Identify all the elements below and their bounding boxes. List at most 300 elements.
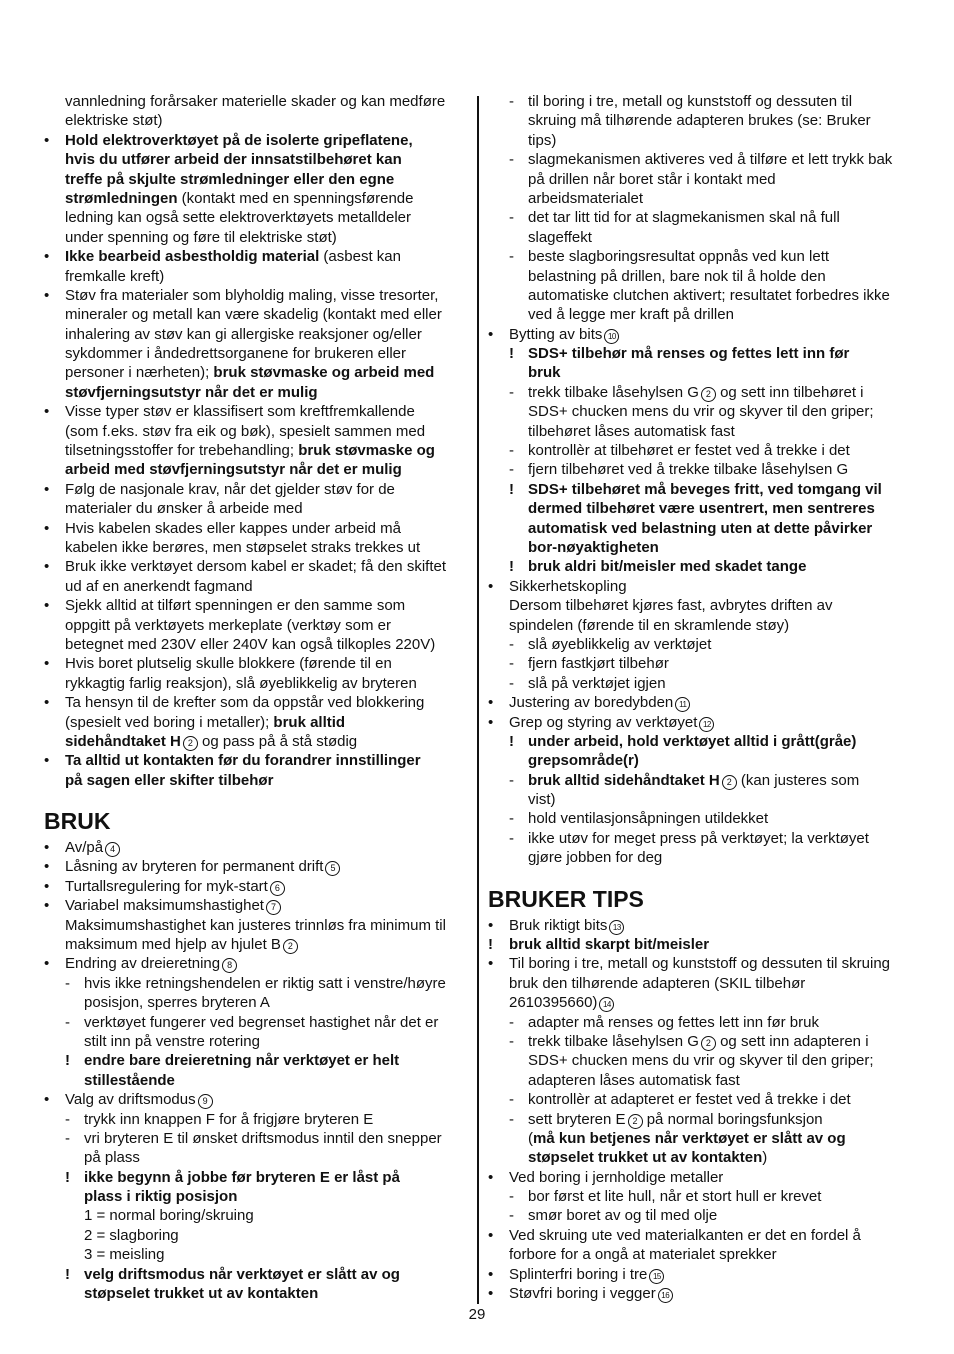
bold-text: støvfjerningsutstyr når det er mulig [65,383,318,401]
text-line [488,499,912,518]
figure-reference-number: 10 [604,329,619,344]
dash-item [488,460,912,479]
text-line [44,460,466,479]
dash-item [488,771,912,790]
figure-reference-number: 12 [699,717,714,732]
text-segment: ud af en anerkendt fagmand [65,577,253,595]
bullet-icon: • [488,713,494,731]
bullet-item [44,877,466,896]
text-line [488,1129,912,1148]
text-line [488,596,912,615]
text-segment: Turtallsregulering for myk-start [65,877,268,895]
text-segment: Av/på [65,839,104,857]
dash-icon: - [509,442,514,460]
text-segment: tips) [528,131,557,149]
warning-icon: ! [509,558,514,576]
text-line [488,111,912,130]
text-segment: Til boring i tre, metall og kunststoff og dessuten til skruing [509,955,891,973]
text-segment: hvis ikke retningshendelen er riktig satt i venstre/høyre [84,974,446,992]
text-line [44,935,466,954]
text-line [488,1148,912,1167]
bullet-icon: • [44,480,50,498]
bullet-icon: • [488,1168,494,1186]
dash-item [488,654,912,673]
dash-item [488,441,912,460]
warning-icon: ! [488,936,493,954]
text-segment: på normal boringsfunksjon [642,1110,823,1128]
bang-item [488,344,912,363]
bullet-icon: • [44,752,50,770]
dash-item [44,1013,466,1032]
dash-item [488,1013,912,1032]
text-line [44,674,466,693]
bang-item [488,557,912,576]
dash-icon: - [509,209,514,227]
warning-icon: ! [509,732,514,750]
bullet-icon: • [488,1265,494,1283]
text-line [488,616,912,635]
bullet-item [488,1265,912,1284]
text-segment: (asbest kan [319,248,401,266]
bold-text: Ikke bearbeid asbestholdig material [65,248,320,266]
text-line [44,344,466,363]
text-segment: 2 = slagboring [84,1226,179,1244]
text-segment: beste slagboringsresultat oppnås ved kun lett [528,248,830,266]
text-segment: ved å legge mer kraft på drillen [528,306,734,324]
text-segment: fremkalle kreft) [65,267,165,285]
text-line [44,713,466,732]
text-line [488,993,912,1012]
text-segment: vist) [528,791,556,809]
bold-text: bruk [528,364,561,382]
text-line [488,305,912,324]
warning-icon: ! [509,480,514,498]
text-segment: til boring i tre, metall og kunststoff og dessuten til [528,93,853,110]
bold-text: Ta alltid ut kontakten før du forandrer innstillinger [65,752,421,770]
bold-text: automatisk ved belastning uten at dette påvirker [528,519,873,537]
bullet-item [44,480,466,499]
text-segment: på drillen når boret står i kontakt med [528,170,776,188]
text-segment: kontrollèr at tilbehøret er festet ved å trekke i det [528,442,850,460]
dash-item [488,635,912,654]
bullet-icon: • [488,577,494,595]
text-line [488,1245,912,1264]
bullet-item [488,954,912,973]
bold-text: på sagen eller skifter tilbehør [65,771,274,789]
text-line [44,916,466,935]
text-segment: posisjon, sperres bryteren A [84,994,270,1012]
text-segment: arbeidsmaterialet [528,189,644,207]
text-segment: Hvis kabelen skades eller kappes under arbeid må [65,519,402,537]
text-line [44,616,466,635]
text-segment: maksimum med hjelp av hjulet B [65,936,281,954]
text-segment: SDS+ chucken mens du vrir og skyver til den griper; [528,1052,874,1070]
bullet-item [44,1090,466,1109]
bullet-item [44,247,466,266]
text-segment: adapteren låses automatisk fast [528,1071,740,1089]
text-line [44,441,466,460]
column-divider [477,96,479,1304]
text-line [488,790,912,809]
text-segment: spindelen (førende til en skramlende støy) [509,616,790,634]
bold-text: støpselet trukket ut av kontakten [528,1149,763,1167]
bullet-item [488,693,912,712]
figure-reference-number: 5 [325,861,340,876]
bullet-item [44,519,466,538]
dash-icon: - [509,1013,514,1031]
bullet-item [488,577,912,596]
figure-reference-number: 2 [283,939,298,954]
text-line [488,363,912,382]
text-segment: Visse typer støv er klassifisert som kreftfremkallende [65,403,415,421]
dash-item [488,1032,912,1051]
bullet-icon: • [44,955,50,973]
text-line [44,325,466,344]
dash-item [488,1110,912,1129]
dash-item [488,674,912,693]
text-segment: hold ventilasjonsåpningen utildekket [528,810,769,828]
text-line [488,1071,912,1090]
text-line [44,208,466,227]
text-segment: slageffekt [528,228,592,246]
dash-icon: - [509,1091,514,1109]
bullet-icon: • [488,1226,494,1244]
text-segment: det tar litt tid for at slagmekanismen skal nå full [528,209,840,227]
text-segment: materialer du ønsker å arbeide med [65,500,303,518]
text-line [44,1206,466,1225]
text-line [488,189,912,208]
figure-reference-number: 2 [722,775,737,790]
text-line [44,383,466,402]
bullet-icon: • [44,877,50,895]
dash-item [488,150,912,169]
text-segment: SDS+ chucken mens du vrir og skyver til den griper; [528,403,874,421]
bullet-item [44,402,466,421]
text-segment: 2610395660) [509,994,598,1012]
text-line [488,131,912,150]
text-segment: sykdommer i åndedrettsorganene for brukeren eller [65,345,407,363]
bullet-icon: • [44,519,50,537]
text-segment: 1 = normal boring/skruing [84,1207,254,1225]
text-segment: Låsning av bryteren for permanent drift [65,858,324,876]
bold-text: stillestående [84,1071,175,1089]
bullet-item [488,1226,912,1245]
bullet-item [488,713,912,732]
text-segment: stilt inn på venstre rotering [84,1032,260,1050]
warning-icon: ! [65,1052,70,1070]
text-segment: 3 = meisling [84,1246,165,1264]
text-segment: slagmekanismen aktiveres ved å tilføre et lett trykk bak [528,151,893,169]
text-line [488,402,912,421]
bullet-item [44,954,466,973]
text-line [488,422,912,441]
text-segment: ) [762,1149,768,1167]
bullet-item [44,751,466,770]
bullet-icon: • [44,131,50,149]
bullet-icon: • [44,558,50,576]
text-segment: trykk inn knappen F for å frigjøre bryteren E [84,1110,374,1128]
text-segment: ledning kan også sette elektroverktøyets metalldeler [65,209,412,227]
figure-reference-number: 8 [222,958,237,973]
page-number: 29 [468,1306,486,1323]
text-segment: fjern fastkjørt tilbehør [528,655,669,673]
bold-text: hvis du utfører arbeid der innsatstilbehøret kan [65,151,402,169]
figure-reference-number: 11 [675,697,690,712]
dash-item [44,974,466,993]
bullet-icon: • [44,286,50,304]
bold-text: arbeid med støvfjerningsutstyr når det er mulig [65,461,402,479]
text-line [44,363,466,382]
right-column [488,92,912,1303]
text-segment: Ved skruing ute ved materialkanten er det en fordel å [509,1226,861,1244]
text-segment: fjern tilbehøret ved å trekke tilbake låsehylsen G [528,461,849,479]
bold-text: grepsområde(r) [528,752,639,770]
text-line [44,422,466,441]
text-line [44,1187,466,1206]
figure-reference-number: 15 [649,1269,664,1284]
bold-text: strømledningen [65,189,178,207]
bold-text: bor-nøyaktigheten [528,538,659,556]
bold-text: støpselet trukket ut av kontakten [84,1285,319,1303]
bullet-item [44,557,466,576]
text-segment: Valg av driftsmodus [65,1091,196,1109]
bold-text: må kun betjenes når verktøyet er slått av og [533,1129,846,1147]
text-segment: Variabel maksimumshastighet [65,897,264,915]
bullet-icon: • [44,858,50,876]
bang-item [44,1168,466,1187]
text-segment: vannledning forårsaker materielle skader og kan medføre [65,93,446,110]
dash-item [488,1187,912,1206]
text-segment: bruk den tilhørende adapteren (SKIL tilbehør [509,974,806,992]
bold-text: Hold elektroverktøyet på de isolerte gripeflatene, [65,131,413,149]
dash-item [488,809,912,828]
text-segment: skruing må tilhørende adapteren brukes (se: Bruker [528,112,871,130]
bullet-icon: • [488,325,494,343]
text-line [488,974,912,993]
text-line [44,228,466,247]
text-segment: rykkagtig farlig reaksjon), slå øyeblikkelig av bryteren [65,674,417,692]
bullet-item [488,1168,912,1187]
bullet-icon: • [44,597,50,615]
text-segment: kabelen ikke berøres, men støpselet straks trekkes ut [65,538,421,556]
bullet-item [488,916,912,935]
text-line [44,189,466,208]
text-segment: Bruk ikke verktøyet dersom kabel er skadet; få den skiftet [65,558,446,576]
bold-text: bruk støvmaske og [298,442,435,460]
warning-icon: ! [65,1265,70,1283]
text-segment: Maksimumshastighet kan justeres trinnløs fra minimum til [65,916,446,934]
bold-text: bruk alltid [273,713,346,731]
bang-item [488,480,912,499]
text-segment: elektriske støt) [65,112,163,130]
bullet-icon: • [44,655,50,673]
text-line [488,519,912,538]
dash-icon: - [509,1188,514,1206]
dash-icon: - [509,655,514,673]
figure-reference-number: 2 [701,1036,716,1051]
text-line [44,635,466,654]
bold-text: ikke begynn å jobbe før bryteren E er låst på [84,1168,400,1186]
text-segment: (spesielt ved boring i metaller); [65,713,274,731]
dash-item [488,1206,912,1225]
text-segment: automatiske clutchen aktivert; resultatet forbedres ikke [528,286,890,304]
dash-icon: - [509,829,514,847]
text-line [44,577,466,596]
text-line [488,538,912,557]
dash-item [488,829,912,848]
text-segment: forbore for a ongå at materialet sprekker [509,1246,777,1264]
text-segment: Grep og styring av verktøyet [509,713,698,731]
bold-text: SDS+ tilbehøret må beveges fritt, ved tomgang vil [528,480,882,498]
text-segment: kontrollèr at adapteret er festet ved å trekke i det [528,1091,851,1109]
text-line [44,267,466,286]
bold-text: sidehåndtaket H [65,732,181,750]
text-line [488,848,912,867]
dash-icon: - [65,1129,70,1147]
text-segment: Bytting av bits [509,325,603,343]
figure-reference-number: 2 [183,736,198,751]
text-segment: betegnet med 230V eller 240V kan også tilkoples 220V) [65,635,436,653]
text-segment: smør boret av og til med olje [528,1207,718,1225]
bullet-item [44,596,466,615]
text-line [44,1245,466,1264]
text-segment: adapter må renses og fettes lett inn før bruk [528,1013,819,1031]
bold-text: SDS+ tilbehør må renses og fettes lett inn før [528,345,850,363]
bold-text: bruk aldri bit/meisler med skadet tange [528,558,807,576]
text-segment: verktøyet fungerer ved begrenset hastighet når det er [84,1013,439,1031]
text-segment: og pass på å stå stødig [197,732,358,750]
text-segment: slå på verktøjet igjen [528,674,666,692]
bullet-item [44,693,466,712]
text-segment: personer i nærheten); [65,364,214,382]
text-segment: Bruk riktigt bits [509,916,608,934]
text-segment: belastning på drillen, bare nok til å holde den [528,267,826,285]
bold-text: plass i riktig posisjon [84,1188,238,1206]
text-line [488,267,912,286]
figure-reference-number: 6 [270,881,285,896]
text-segment: trekk tilbake låsehylsen G [528,383,699,401]
figure-reference-number: 2 [628,1114,643,1129]
bullet-icon: • [44,839,50,857]
dash-icon: - [65,1013,70,1031]
bullet-icon: • [488,1285,494,1303]
text-segment: Følg de nasjonale krav, når det gjelder støv for de [65,480,395,498]
bullet-icon: • [44,897,50,915]
text-line [488,751,912,770]
text-segment: Splinterfri boring i tre [509,1265,648,1283]
bullet-icon: • [488,694,494,712]
figure-reference-number: 14 [599,997,614,1012]
bold-text: bruk alltid sidehåndtaket H [528,771,720,789]
warning-icon: ! [509,345,514,363]
bang-item [488,732,912,751]
bullet-icon: • [488,916,494,934]
bold-text: bruk støvmaske og arbeid med [213,364,435,382]
bullet-icon: • [44,248,50,266]
bullet-icon: • [44,694,50,712]
dash-icon: - [509,635,514,653]
dash-icon: - [509,461,514,479]
text-line [488,1051,912,1070]
bold-text: under arbeid, hold verktøyet alltid i grått(gråe) [528,732,857,750]
dash-icon: - [509,1110,514,1128]
bang-item [44,1051,466,1070]
text-segment: (kan justeres som [736,771,860,789]
dash-item [44,1110,466,1129]
bold-text: velg driftsmodus når verktøyet er slått av og [84,1265,400,1283]
section-heading: BRUK [44,808,111,835]
text-segment: og sett inn adapteren i [715,1032,869,1050]
dash-icon: - [65,974,70,992]
bold-text: dermed tilbehøret være usentrert, men sentreres [528,500,875,518]
dash-item [44,1129,466,1148]
bold-text: treffe på skjulte strømledninger eller den egne [65,170,395,188]
figure-reference-number: 7 [266,900,281,915]
text-line [44,771,466,790]
dash-item [488,383,912,402]
bullet-item [44,131,466,150]
text-segment: Justering av boredybden [509,694,674,712]
section-heading: BRUKER TIPS [488,885,644,912]
dash-icon: - [509,1207,514,1225]
dash-icon: - [509,93,514,110]
text-segment: oppgitt på verktøyets merkeplate (verktøy som er [65,616,391,634]
text-segment: inhalering av støv kan gi allergiske reaksjoner og/eller [65,325,422,343]
bullet-item [44,654,466,673]
text-line [44,150,466,169]
figure-reference-number: 2 [701,387,716,402]
text-segment: under spenning og føre til elektriske støt) [65,228,337,246]
text-line [44,499,466,518]
bold-text: endre bare dreieretning når verktøyet er helt [84,1052,400,1070]
text-segment: Støv fra materialer som blyholdig maling, visse tresorter, [65,286,439,304]
text-line [488,228,912,247]
text-segment: slå øyeblikkelig av verktøjet [528,635,712,653]
figure-reference-number: 9 [198,1094,213,1109]
dash-item [488,92,912,111]
bold-text: bruk alltid skarpt bit/meisler [509,936,710,954]
text-segment: (kontakt med en spenningsførende [177,189,414,207]
dash-icon: - [509,810,514,828]
text-segment: bor først et lite hull, når et stort hull er krevet [528,1188,822,1206]
bullet-item [44,857,466,876]
text-segment: Ved boring i jernholdige metaller [509,1168,724,1186]
text-segment: Sjekk alltid at tilført spenningen er den samme som [65,597,406,615]
bullet-item [44,286,466,305]
text-line [44,170,466,189]
text-segment: Endring av dreieretning [65,955,221,973]
dash-icon: - [509,1032,514,1050]
text-segment: Hvis boret plutselig skulle blokkere (førende til en [65,655,392,673]
text-line [44,1284,466,1303]
bullet-item [488,325,912,344]
text-segment: Støvfri boring i vegger [509,1285,656,1303]
text-segment: gjøre jobben for deg [528,849,663,867]
dash-icon: - [509,771,514,789]
figure-reference-number: 16 [658,1288,673,1303]
bullet-item [44,838,466,857]
text-line [44,92,466,111]
text-line [44,732,466,751]
bullet-icon: • [44,1091,50,1109]
text-segment: på plass [84,1149,140,1167]
text-segment: tilsetningsstoffer for trebehandling; [65,442,299,460]
text-segment: vri bryteren E til ønsket driftsmodus inntil den snepper [84,1129,442,1147]
text-line [44,1071,466,1090]
text-segment: ( [528,1129,533,1147]
bullet-item [488,1284,912,1303]
text-line [44,993,466,1012]
